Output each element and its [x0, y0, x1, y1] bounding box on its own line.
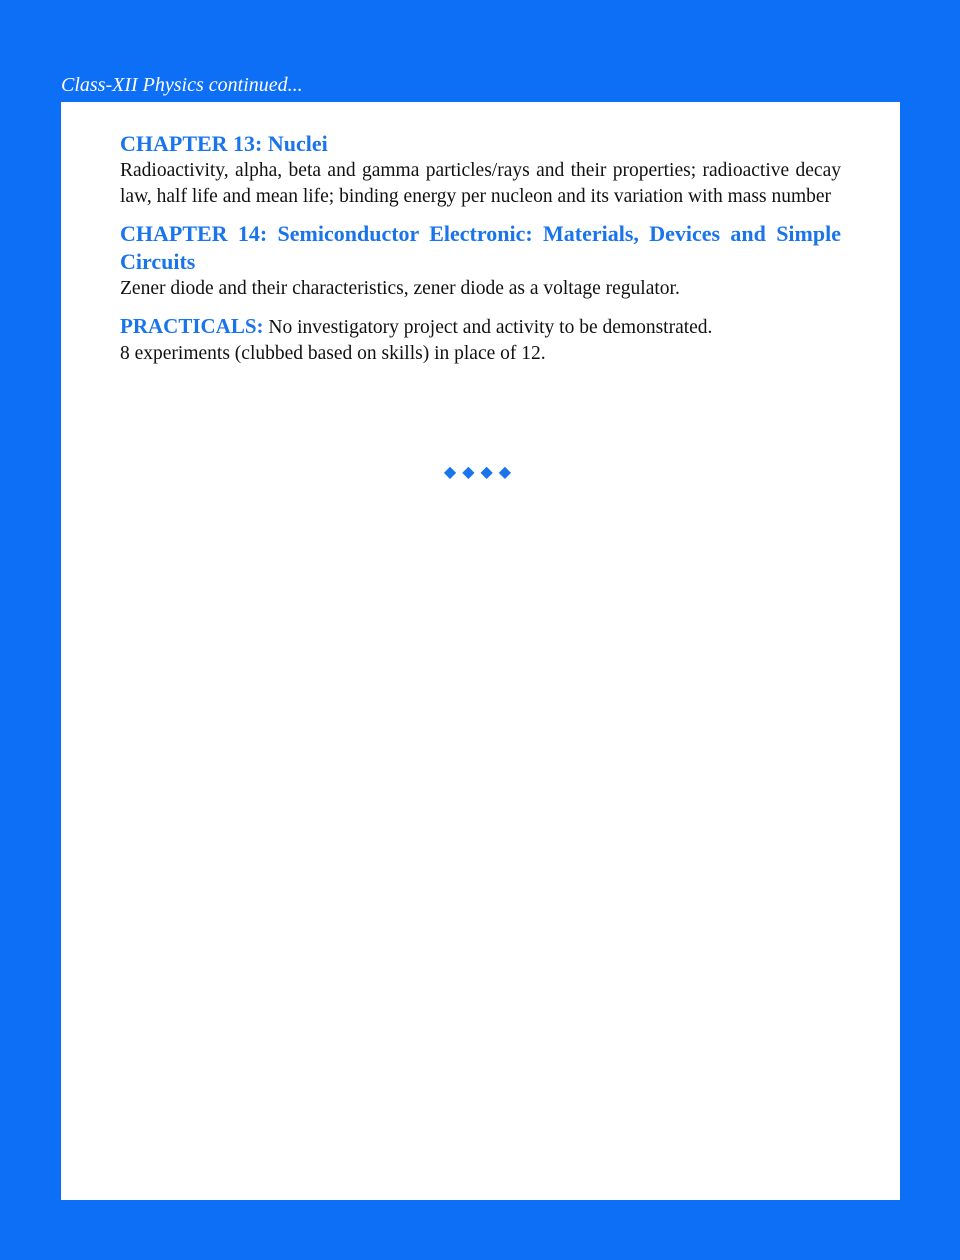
diamond-separator-icon: ◆◆◆◆ — [443, 464, 518, 481]
syllabus-content — [120, 130, 841, 377]
practicals-line-1: No investigatory project and activity to be demonstrated. — [268, 317, 713, 338]
practicals-line-2: 8 experiments (clubbed based on skills) in place of 12. — [120, 343, 546, 364]
practicals-section — [120, 312, 841, 367]
page-header: Class-XII Physics continued... — [61, 74, 303, 96]
chapter-13-body: Radioactivity, alpha, beta and gamma particles/rays and their properties; radioactive decay law, half life and mean life; binding energy per nucleon and its variation with mass number — [120, 160, 841, 207]
practicals-label: PRACTICALS: — [120, 314, 264, 338]
chapter-14-heading: CHAPTER 14: Semiconductor Electronic: Materials, Devices and Simple Circuits — [120, 221, 841, 274]
chapter-14-section — [120, 220, 841, 302]
chapter-13-section — [120, 130, 841, 210]
content-panel — [61, 102, 900, 1200]
chapter-14-body: Zener diode and their characteristics, zener diode as a voltage regulator. — [120, 278, 680, 299]
chapter-13-heading: CHAPTER 13: Nuclei — [120, 131, 328, 156]
